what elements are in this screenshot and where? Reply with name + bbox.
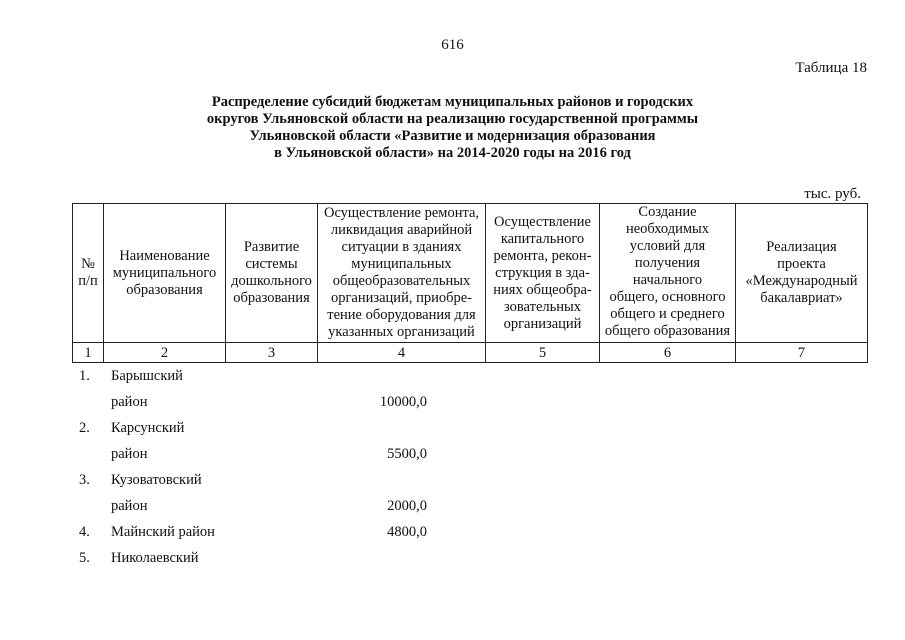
column-number: 4 xyxy=(318,343,486,363)
row-number: 3. xyxy=(79,472,90,488)
column-number: 3 xyxy=(226,343,318,363)
table-row xyxy=(0,391,905,417)
row-number: 2. xyxy=(79,420,90,436)
table-row xyxy=(0,495,905,521)
col-header-capital-repair xyxy=(486,204,600,343)
row-municipality: Майнский район xyxy=(111,524,215,540)
table-row xyxy=(0,443,905,469)
unit-label: тыс. руб. xyxy=(804,186,861,202)
column-number-row xyxy=(73,343,868,363)
col-header-text: Создание необходимых условий для получения начального общего, основного общего и среднего общего образования xyxy=(604,204,731,339)
column-number: 5 xyxy=(486,343,600,363)
row-repair-value: 2000,0 xyxy=(387,498,427,514)
table-row xyxy=(0,365,905,391)
col-header-text: № п/п xyxy=(78,256,98,289)
col-header-conditions xyxy=(600,204,736,343)
table-row xyxy=(0,547,905,573)
header-row xyxy=(73,204,868,343)
title-line: в Ульяновской области» на 2014-2020 годы на 2016 год xyxy=(274,145,631,161)
row-repair-value: 4800,0 xyxy=(387,524,427,540)
title-line: Распределение субсидий бюджетам муниципальных районов и городских xyxy=(211,94,694,110)
column-number: 1 xyxy=(73,343,104,363)
table-row xyxy=(0,469,905,495)
col-header-text: Развитие системы дошкольного образования xyxy=(231,239,312,306)
col-header-number xyxy=(73,204,104,343)
col-header-municipality xyxy=(104,204,226,343)
row-repair-value: 10000,0 xyxy=(379,394,427,410)
title-line: Ульяновской области «Развитие и модернизация образования xyxy=(249,128,656,144)
column-number: 6 xyxy=(600,343,736,363)
row-municipality: район xyxy=(111,498,148,514)
table-body xyxy=(0,365,905,573)
page-number: 616 xyxy=(441,37,464,53)
subsidy-table-header xyxy=(72,203,868,363)
col-header-text: Осуществление ремонта, ликвидация аварийной ситуации в зданиях муниципальных общеобразовательных организаций, приобре- тение оборудования для указанных организаций xyxy=(323,205,480,340)
col-header-preschool xyxy=(226,204,318,343)
row-municipality: район xyxy=(111,446,148,462)
col-header-text: Осуществление капитального ремонта, рекон- струкция в зда- ниях общеобра- зовательных организаций xyxy=(493,213,592,332)
document-title xyxy=(0,94,905,162)
title-line: округов Ульяновской области на реализацию государственной программы xyxy=(206,111,699,127)
column-number: 2 xyxy=(104,343,226,363)
col-header-text: Наименование муниципального образования xyxy=(112,247,217,298)
column-number: 7 xyxy=(736,343,868,363)
row-municipality: Карсунский xyxy=(111,420,185,436)
row-municipality: Кузоватовский xyxy=(111,472,202,488)
table-row xyxy=(0,417,905,443)
row-number: 1. xyxy=(79,368,90,384)
row-repair-value: 5500,0 xyxy=(387,446,427,462)
table-row xyxy=(0,521,905,547)
row-number: 4. xyxy=(79,524,90,540)
col-header-text: Реализация проекта «Международный бакалавриат» xyxy=(745,239,858,306)
row-number: 5. xyxy=(79,550,90,566)
row-municipality: Барышский xyxy=(111,368,183,384)
col-header-repair xyxy=(318,204,486,343)
row-municipality: район xyxy=(111,394,148,410)
table-label: Таблица 18 xyxy=(795,60,867,76)
row-municipality: Николаевский xyxy=(111,550,199,566)
col-header-baccalaureate xyxy=(736,204,868,343)
